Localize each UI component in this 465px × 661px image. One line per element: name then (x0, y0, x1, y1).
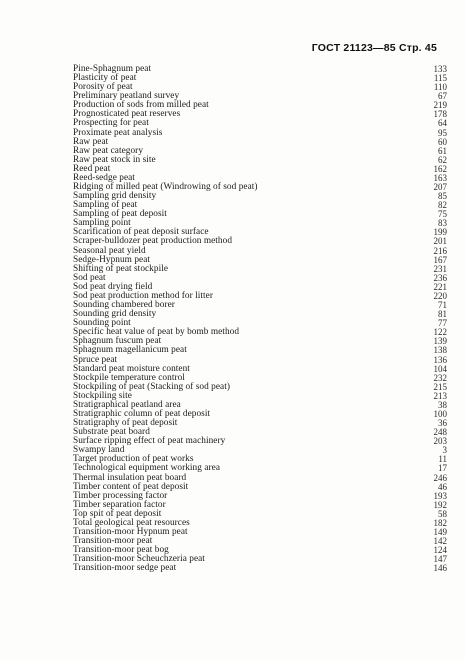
index-term: Sounding point (73, 318, 131, 329)
index-page-number: 142 (433, 536, 447, 547)
index-page-number: 162 (433, 163, 447, 174)
index-term: Raw peat category (73, 145, 144, 156)
index-page-number: 167 (433, 254, 447, 265)
index-term: Proximate peat analysis (73, 127, 163, 138)
index-entry (73, 265, 447, 274)
index-page-number: 104 (433, 363, 447, 374)
index-page-number: 193 (433, 490, 447, 501)
index-page-number: 236 (433, 272, 447, 283)
index-term: Substrate peat board (73, 427, 150, 438)
index-page-number: 17 (438, 463, 447, 474)
index-page-number: 71 (438, 300, 447, 311)
index-term: Sampling point (73, 218, 131, 229)
index-term: Stockpiling site (73, 390, 132, 401)
index-page-number: 138 (433, 345, 447, 356)
index-page-number: 146 (433, 563, 447, 574)
index-page-number: 215 (433, 381, 447, 392)
index-term: Prognosticated peat reserves (73, 109, 181, 120)
index-page-number: 219 (433, 100, 447, 111)
index-page-number: 147 (433, 554, 447, 565)
index-page-number: 58 (438, 508, 447, 519)
index-term: Shifting of peat stockpile (73, 263, 169, 274)
index-term: Raw peat stock in site (73, 154, 156, 165)
index-page-number: 246 (433, 472, 447, 483)
index-term: Sounding chambered borer (73, 300, 175, 311)
index-page-number: 231 (433, 263, 447, 274)
index-entry (73, 437, 447, 446)
index-term: Swampy land (73, 445, 125, 456)
index-page-number: 178 (433, 109, 447, 120)
index-term: Technological equipment working area (73, 463, 221, 474)
index-term: Sod peat drying field (73, 281, 153, 292)
index-entry (73, 564, 447, 573)
index-page-number: 232 (433, 372, 447, 383)
index-term: Stockpile temperature control (73, 372, 185, 383)
index-page-number: 199 (433, 227, 447, 238)
index-term: Reed peat (73, 163, 111, 174)
index-page-number: 213 (433, 390, 447, 401)
index-page-number: 122 (433, 327, 447, 338)
index-page-number: 248 (433, 427, 447, 438)
index-page-number: 36 (438, 418, 447, 429)
index-term: Timber processing factor (73, 490, 168, 501)
index-term: Stratigraphic column of peat deposit (73, 408, 211, 419)
index-term: Sphagnum magellanicum peat (73, 345, 187, 356)
index-page-number: 62 (438, 154, 447, 165)
index-page-number: 75 (438, 209, 447, 220)
index-page-number: 207 (433, 182, 447, 193)
index-term: Sampling grid density (73, 191, 157, 202)
index-page-number: 149 (433, 526, 447, 537)
index-page-number: 82 (438, 200, 447, 211)
index-page-number: 139 (433, 336, 447, 347)
index-page-number: 38 (438, 399, 447, 410)
index-term: Production of sods from milled peat (73, 100, 209, 111)
index-term: Target production of peat works (73, 454, 194, 465)
index-term: Spruce peat (73, 354, 118, 365)
index-entry (73, 156, 447, 165)
index-term: Sod peat production method for litter (73, 290, 213, 301)
index-term: Top spit of peat deposit (73, 508, 162, 519)
index-page-number: 60 (438, 136, 447, 147)
index-term: Transition-moor sedge peat (73, 563, 177, 574)
index-entry (73, 346, 447, 355)
index-term: Sod peat (73, 272, 106, 283)
index-term: Pine-Sphagnum peat (73, 64, 152, 74)
index-page-number: 81 (438, 309, 447, 320)
index-term: Prospecting for peat (73, 118, 149, 129)
index-term: Transition-moor Hypnum peat (73, 526, 188, 537)
index-page-number: 61 (438, 145, 447, 156)
term-index (73, 65, 447, 573)
index-page-number: 11 (438, 454, 447, 465)
index-term: Total geological peat resources (73, 517, 190, 528)
index-term: Sphagnum fuscum peat (73, 336, 162, 347)
index-term: Transition-moor Scheuchzeria peat (73, 554, 205, 565)
index-term: Timber content of peat deposit (73, 481, 189, 492)
index-term: Ridging of milled peat (Windrowing of sod peat) (73, 182, 258, 193)
index-page-number: 136 (433, 354, 447, 365)
index-page-number: 85 (438, 191, 447, 202)
index-term: Standard peat moisture content (73, 363, 190, 374)
standard-reference: ГОСТ 21123—85 Стр. 45 (311, 42, 437, 54)
index-page-number: 216 (433, 245, 447, 256)
index-page-number: 115 (433, 73, 447, 84)
index-term: Transition-moor peat bog (73, 545, 169, 556)
index-page-number: 64 (438, 118, 447, 129)
index-page-number: 192 (433, 499, 447, 510)
index-page-number: 83 (438, 218, 447, 229)
index-page-number: 163 (433, 172, 447, 183)
index-term: Scarification of peat deposit surface (73, 227, 209, 238)
page-header (0, 42, 465, 58)
index-term: Reed-sedge peat (73, 172, 135, 183)
index-term: Stratigraphy of peat deposit (73, 418, 178, 429)
index-term: Stratigraphical peatland area (73, 399, 181, 410)
index-page-number: 67 (438, 91, 447, 102)
index-term: Sampling of peat deposit (73, 209, 167, 220)
index-page-number: 221 (433, 281, 447, 292)
index-term: Sedge-Hypnum peat (73, 254, 151, 265)
index-page-number: 203 (433, 436, 447, 447)
index-term: Stockpiling of peat (Stacking of sod peat) (73, 381, 231, 392)
index-entry (73, 129, 447, 138)
index-page-number: 100 (433, 408, 447, 419)
index-term: Transition-moor peat (73, 536, 153, 547)
index-term: Surface ripping effect of peat machinery (73, 436, 226, 447)
index-term: Specific heat value of peat by bomb method (73, 327, 240, 338)
index-term: Plasticity of peat (73, 73, 137, 84)
index-page-number: 46 (438, 481, 447, 492)
index-term: Preliminary peatland survey (73, 91, 180, 102)
index-term: Seasonal peat yield (73, 245, 146, 256)
index-page-number: 77 (438, 318, 447, 329)
index-term: Sounding grid density (73, 309, 157, 320)
index-term: Porosity of peat (73, 82, 133, 93)
index-page-number: 133 (433, 64, 447, 74)
index-term: Raw peat (73, 136, 109, 147)
index-page-number: 220 (433, 290, 447, 301)
index-term: Timber separation factor (73, 499, 166, 510)
index-page-number: 182 (433, 517, 447, 528)
index-term: Sampling of peat (73, 200, 138, 211)
index-term: Thermal insulation peat board (73, 472, 187, 483)
index-term: Scraper-bulldozer peat production method (73, 236, 233, 247)
index-page-number: 201 (433, 236, 447, 247)
index-page-number: 124 (433, 545, 447, 556)
index-page-number: 110 (433, 82, 447, 93)
index-page-number: 95 (438, 127, 447, 138)
index-page-number: 3 (442, 445, 447, 456)
